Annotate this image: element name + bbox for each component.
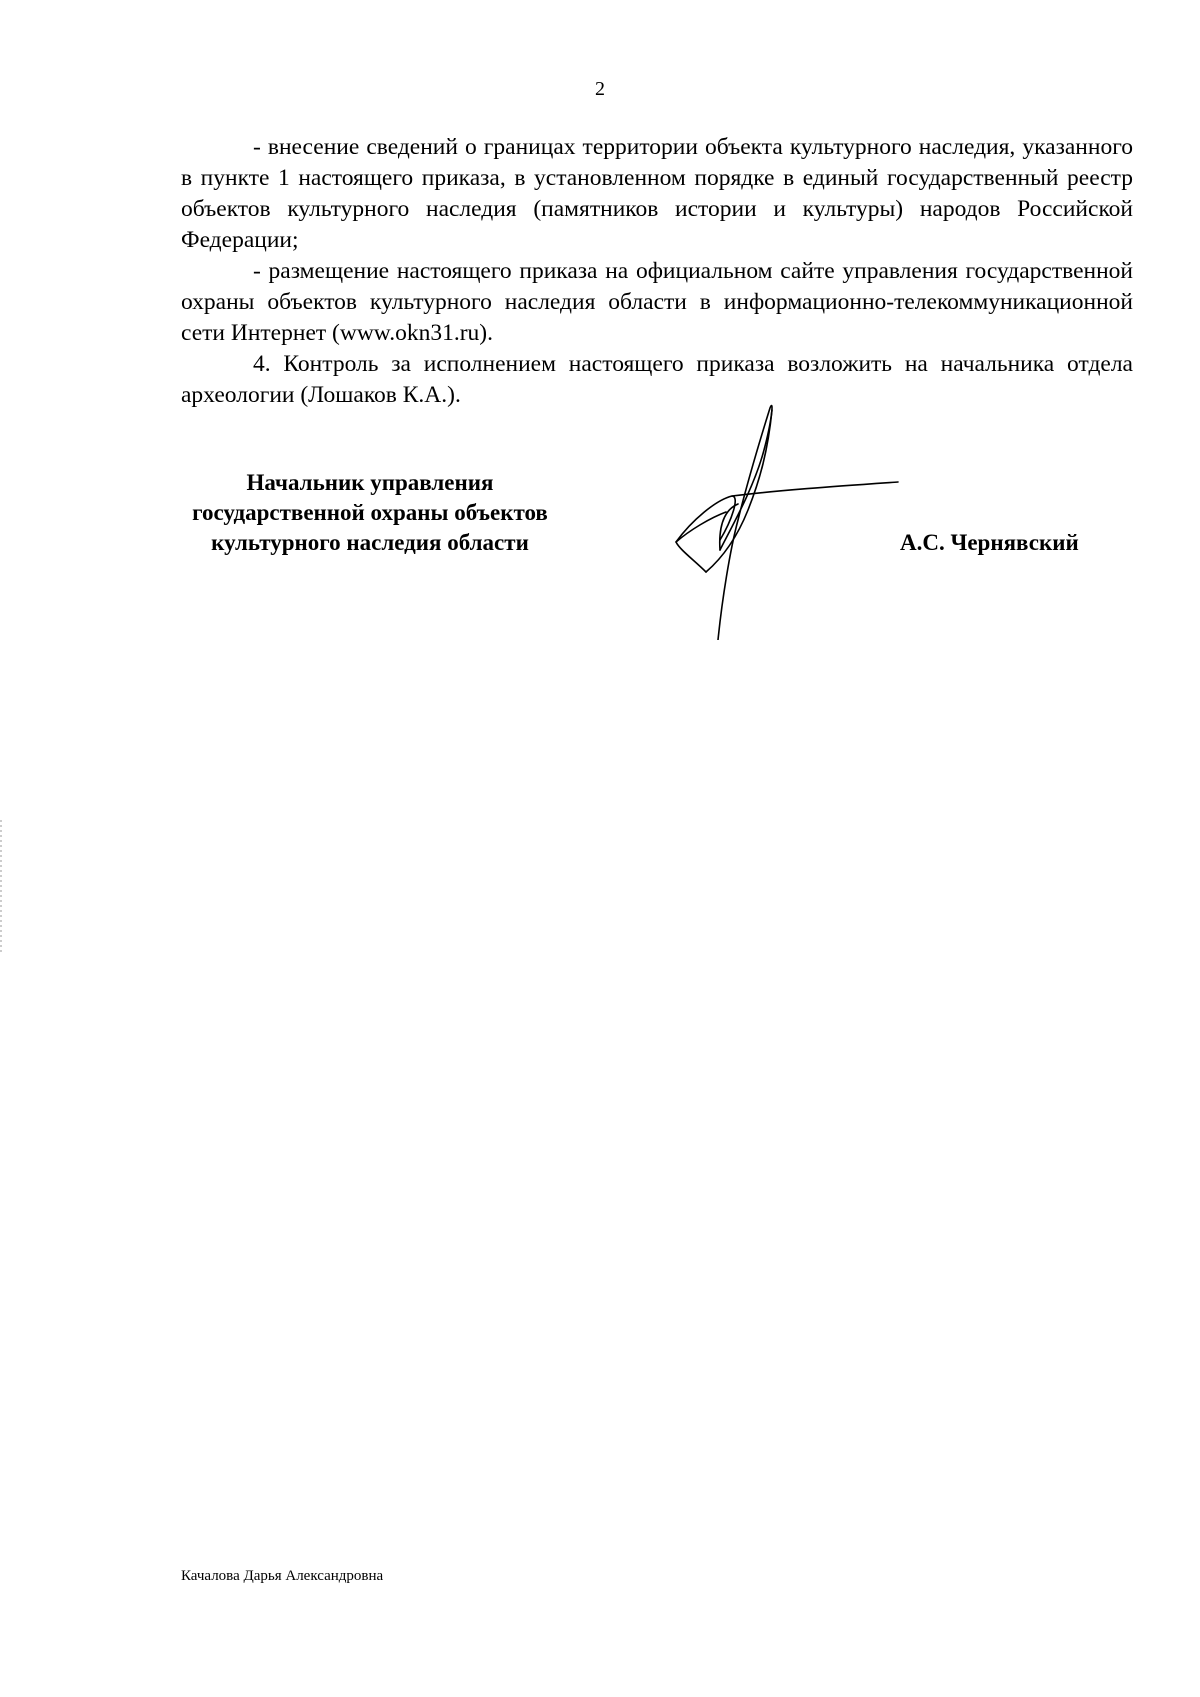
handwritten-signature bbox=[660, 400, 920, 640]
paragraph-registry-entry: - внесение сведений о границах территории объекта культурного наследия, указанного в пункте 1 настоящего приказа, в установленном порядке в единый государственный реестр объектов культурного наследия (памятников истории и культуры) народов Российской Федерации; bbox=[181, 134, 1133, 253]
document-body bbox=[181, 132, 1133, 411]
signatory-position-line: государственной охраны объектов bbox=[192, 500, 548, 525]
page-number: 2 bbox=[595, 78, 605, 100]
signatory-position-line: Начальник управления bbox=[246, 470, 494, 495]
paragraph-control-clause: 4. Контроль за исполнением настоящего приказа возложить на начальника отдела археологии (Лошаков К.А.). bbox=[181, 351, 1133, 408]
executor-name: Качалова Дарья Александровна bbox=[181, 1568, 384, 1584]
paragraph-website-publication: - размещение настоящего приказа на официальном сайте управления государственной охраны объектов культурного наследия области в информационно-телекоммуникационной сети Интернет (www.okn31.ru). bbox=[181, 258, 1133, 346]
scan-margin-mark bbox=[0, 820, 3, 955]
signatory-position-line: культурного наследия области bbox=[211, 530, 529, 555]
signatory-name: А.С. Чернявский bbox=[900, 530, 1079, 555]
signatory-position bbox=[160, 468, 580, 558]
